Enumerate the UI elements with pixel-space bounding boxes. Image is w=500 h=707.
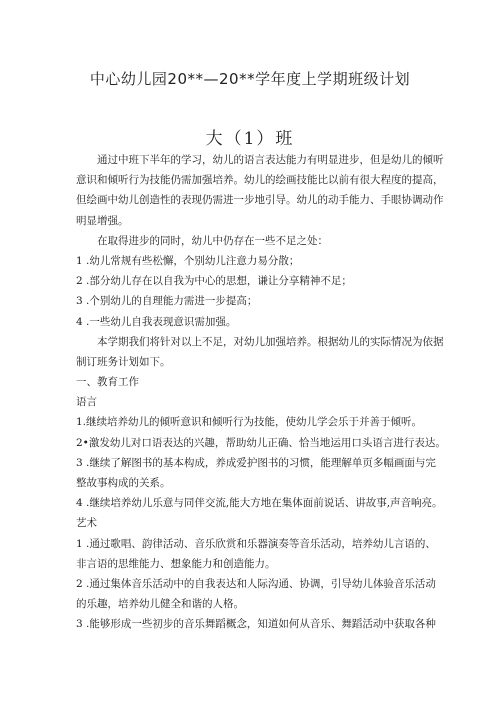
text-line: 语言 bbox=[76, 396, 97, 409]
text-line: 2 .部分幼儿存在以自我为中心的思想，谦让分享精神不足； bbox=[76, 275, 352, 288]
text-line: 通过中班下半年的学习，幼儿的语言表达能力有明显进步，但是幼儿的倾听 bbox=[97, 154, 444, 166]
text-line: 3 .能够形成一些初步的音乐舞蹈概念，知道如何从音乐、舞蹈活动中获取各种 bbox=[76, 618, 436, 631]
text-line: 2•激发幼儿对口语表达的兴趣，帮助幼儿正确、恰当地运用口头语言进行表达。 bbox=[76, 436, 446, 449]
text-line: 1 .幼儿常规有些松懈，个别幼儿注意力易分散； bbox=[76, 254, 300, 267]
text-line: 的乐趣，培养幼儿健全和谐的人格。 bbox=[76, 598, 244, 611]
text-line: 整故事构成的关系。 bbox=[76, 477, 171, 489]
text-line: 意识和倾听行为技能仍需加强培养。幼儿的绘画技能比以前有很大程度的提高， bbox=[76, 174, 444, 187]
text-line: 艺术 bbox=[76, 517, 97, 530]
text-line: 4 .继续培养幼儿乐意与同伴交流,能大方地在集体面前说话、讲故事,声音响亮。 bbox=[76, 497, 443, 510]
text-line: 制订班务计划如下。 bbox=[76, 355, 171, 368]
text-line: 明显增强。 bbox=[76, 214, 129, 227]
text-line: 1 .通过歌唱、韵律活动、音乐欣赏和乐器演奏等音乐活动，培养幼儿言语的、 bbox=[76, 537, 436, 550]
text-line: 4 .一些幼儿自我表现意识需加强。 bbox=[76, 315, 237, 328]
text-line: 在取得进步的同时，幼儿中仍存在一些不足之处： bbox=[97, 234, 328, 247]
text-line: 本学期我们将针对以上不足，对幼儿加强培养。根据幼儿的实际情况为依据 bbox=[97, 335, 444, 348]
document-body bbox=[76, 150, 446, 635]
text-line: 非言语的思维能力、想象能力和创造能力。 bbox=[76, 557, 276, 570]
text-line: 2 .通过集体音乐活动中的自我表达和人际沟通、协调，引导幼儿体验音乐活动 bbox=[76, 577, 436, 590]
class-heading: 大（1）班 bbox=[205, 129, 295, 149]
text-line: 一、教育工作 bbox=[76, 376, 139, 389]
text-line: 3 .个别幼儿的自理能力需进一步提高； bbox=[76, 295, 258, 308]
text-line: 3 .继续了解图书的基本构成，养成爱护图书的习惯，能理解单页多幅画面与完 bbox=[76, 456, 436, 469]
text-line: 但绘画中幼儿创造性的表现仍需进一步地引导。幼儿的动手能力、手眼协调动作 bbox=[76, 194, 444, 207]
document-title: 中心幼儿园20**—20**学年度上学期班级计划 bbox=[89, 70, 411, 88]
text-line: 1.继续培养幼儿的倾听意识和倾听行为技能，使幼儿学会乐于并善于倾听。 bbox=[76, 416, 423, 429]
